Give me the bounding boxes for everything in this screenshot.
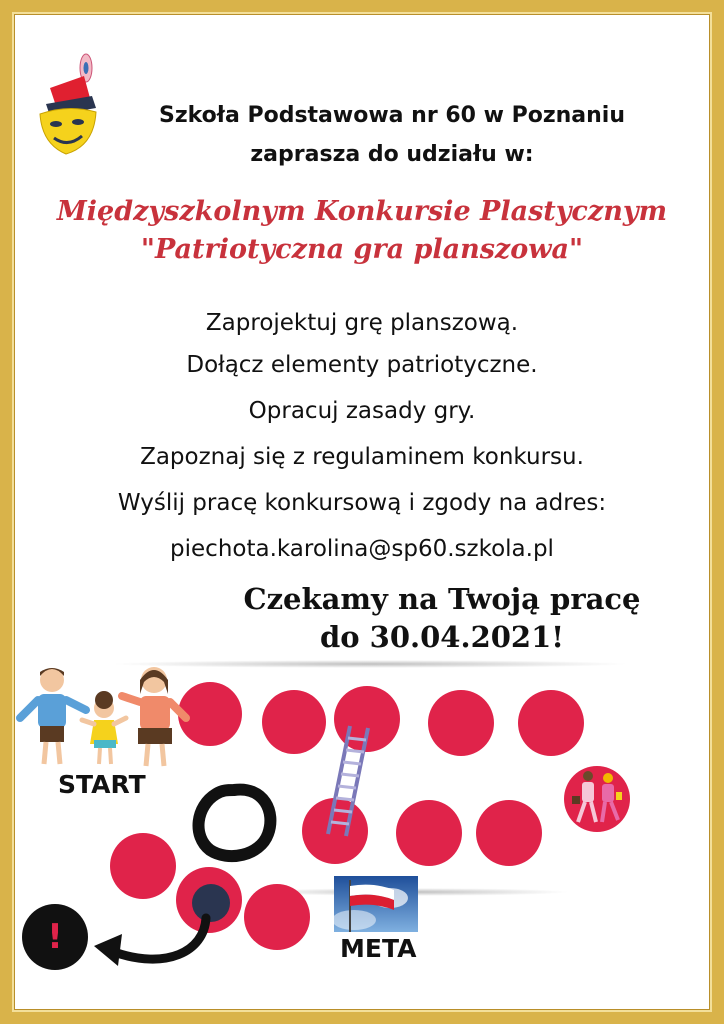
- school-logo-mask-icon: [36, 46, 106, 156]
- board-field: [396, 800, 462, 866]
- start-label: START: [58, 770, 146, 799]
- board-field: [476, 800, 542, 866]
- ladder-icon: [320, 722, 376, 840]
- warning-symbol: !: [47, 917, 63, 957]
- deadline-line2: do 30.04.2021!: [319, 620, 565, 654]
- warning-circle-icon: [22, 904, 88, 970]
- board-field: [428, 690, 494, 756]
- black-loop-icon: [188, 782, 280, 868]
- instruction-5: Wyślij pracę konkursową i zgody na adres:: [117, 490, 607, 516]
- poland-flag-photo: [334, 876, 418, 932]
- instruction-1: Zaprojektuj grę planszową.: [205, 310, 519, 336]
- contest-title: "Patriotyczna gra planszowa": [140, 234, 584, 265]
- school-name-line: Szkoła Podstawowa nr 60 w Poznaniu: [158, 103, 626, 128]
- instruction-4: Zapoznaj się z regulaminem konkursu.: [140, 444, 584, 470]
- contact-email: piechota.karolina@sp60.szkola.pl: [170, 536, 554, 562]
- board-field: [518, 690, 584, 756]
- contest-name: Międzyszkolnym Konkursie Plastycznym: [56, 196, 668, 227]
- board-field: [110, 833, 176, 899]
- curved-arrow-icon: [86, 912, 216, 980]
- walking-people-icon: [566, 766, 630, 830]
- finish-label: META: [340, 934, 417, 963]
- board-field: [262, 690, 326, 754]
- children-group-illustration: [14, 664, 194, 772]
- board-field: [244, 884, 310, 950]
- instruction-2: Dołącz elementy patriotyczne.: [186, 352, 538, 378]
- deadline-line1: Czekamy na Twoją pracę: [243, 582, 641, 616]
- instruction-3: Opracuj zasady gry.: [248, 398, 476, 424]
- invitation-line: zaprasza do udziału w:: [250, 142, 534, 167]
